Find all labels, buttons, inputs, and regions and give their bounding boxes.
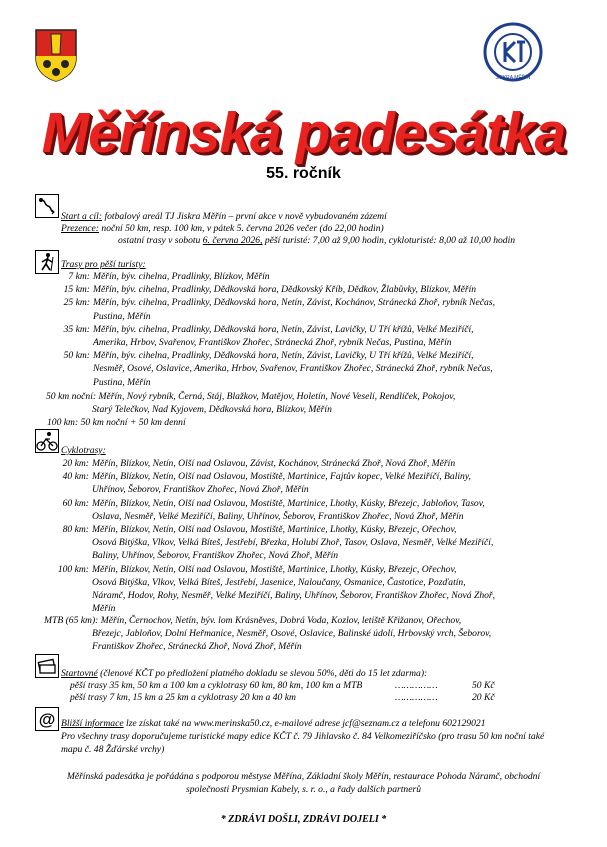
fee-line-2: pěší trasy 7 km, 15 km a 25 km a cyklotrasy 20 km a 40 km bbox=[70, 692, 296, 703]
sponsors-line-2: společnosti Prysmian Kabely, s. r. o., a řady dalších partnerů bbox=[185, 784, 422, 795]
coat-of-arms-logo bbox=[34, 28, 78, 82]
bike-route-text: Uhřínov, Šeborov, Františkov Zhořec, Nová Zhoř, Měřín bbox=[92, 484, 309, 496]
bike-route-text: Měřín, Blízkov, Netín, Olší nad Oslavou, Mostiště, Martinice, Lhotky, Kúsky, Březejc, Ořechov, bbox=[92, 524, 457, 535]
kct-logo-subtext: JISKRA MĚŘÍN bbox=[495, 75, 531, 81]
walk-route-text: Amerika, Hrbov, Svařenov, Františkov Zhořec, Stránecká Zhoř, rybník Nečas, Pustina, Měřín bbox=[93, 337, 452, 348]
bike-route-label: 60 km: bbox=[62, 497, 89, 509]
walk-100-route: 100 km: 50 km noční + 50 km denní bbox=[47, 417, 186, 428]
bike-route-label: 40 km: bbox=[62, 471, 89, 483]
at-sign-icon bbox=[35, 707, 59, 731]
walk-route-text: Měřín, býv. cihelna, Pradlinky, Blízkov, Měřín bbox=[93, 271, 270, 282]
bike-route-text: Měřín, Blízkov, Netín, Olší nad Oslavou, Mostiště, Martinice, Lhotky, Kúsky, Březejc, Ořechov, bbox=[92, 563, 457, 575]
walk-route-text: Měřín, býv. cihelna, Pradlinky, Dědkovská hora, Netín, Závist, Lavičky, U Tří křížů, Velké Meziříčí, bbox=[93, 350, 474, 362]
mtb-route: MTB (65 km): Měřín, Černochov, Netín, býv. lom Krásněves, Dobrá Voda, Kozlov, letiště Křižanov, Ořechov, bbox=[44, 615, 462, 626]
fee-heading: Startovné (členové KČT po předložení platného dokladu se slevou 50%, děti do 15 let zdarma): bbox=[61, 668, 428, 679]
bike-route-label: 80 km: bbox=[62, 524, 89, 535]
bike-route-text: Osová Bitýška, Vlkov, Velká Bíteš, Jestřebí, Jasenice, Naloučany, Osmanice, Častotice, Pozďatín, bbox=[92, 576, 466, 588]
fee-dots-1: …………… bbox=[395, 680, 438, 691]
edition-number: 55. ročník bbox=[266, 165, 341, 182]
page-title: Měřínská padesátka bbox=[41, 101, 566, 165]
fee-dots-2: …………… bbox=[395, 692, 438, 703]
fee-price-2: 20 Kč bbox=[472, 692, 495, 703]
mtb-route-cont1: Březejc, Jabloňov, Dolní Heřmanice, Nesměř, Osové, Oslavice, Balinské údolí, Hrbovský vrch, Šeborov, bbox=[92, 628, 492, 639]
mtb-route-cont2: Františkov Zhořec, Stránecká Zhoř, Nová Zhoř, Měřín bbox=[92, 641, 302, 652]
bike-route-text: Měřín, Blízkov, Netín, Olší nad Oslavou, Mostiště, Martinice, Lhotky, Kúsky, Březejc, Jabloňov, Tasov, bbox=[92, 497, 485, 509]
svg-text:@: @ bbox=[38, 710, 56, 729]
bike-route-text: Měřín, Blízkov, Netín, Olší nad Oslavou, Závist, Kochánov, Stránecká Zhoř, Nová Zhoř, Měřín bbox=[92, 458, 456, 469]
tickets-icon bbox=[35, 654, 59, 678]
walk-route-text: Měřín, býv. cihelna, Pradlinky, Dědkovská hora, Netín, Závist, Kochánov, Stránecká Zhoř, rybník Nečas, bbox=[93, 297, 495, 309]
cyclist-icon bbox=[35, 429, 59, 453]
start-finish-icon bbox=[35, 194, 59, 218]
walk-route-text: Pustina, Měřín bbox=[93, 310, 151, 322]
walk-night-route: 50 km noční: Měřín, Nový rybník, Černá, Stáj, Blažkov, Matějov, Holetín, Nové Veselí, Rendlíček, Pokojov, bbox=[46, 391, 456, 402]
bike-route-text: Náramč, Hodov, Rohy, Nesměř, Velké Meziříčí, Baliny, Uhřínov, Šeborov, Františkov Zhořec, Nová Zhoř, bbox=[92, 590, 496, 601]
kct-club-logo bbox=[483, 22, 543, 82]
bike-route-text: Měřín bbox=[92, 603, 116, 615]
maps-line-1: Pro všechny trasy doporučujeme turistické mapy edice KČT č. 79 Jihlavsko č. 84 Velkomeziříčsko (pro trasu 50 km noční také bbox=[61, 731, 545, 742]
walk-route-text: Měřín, býv. cihelna, Pradlinky, Dědkovská hora, Dědkovský Kříb, Dědkov, Žlabůvky, Blízkov, Měřín bbox=[93, 284, 477, 296]
walk-route-label: 35 km: bbox=[63, 323, 90, 335]
maps-line-2: mapu č. 48 Žďárské vrchy) bbox=[61, 744, 165, 755]
bike-route-label: 20 km: bbox=[62, 458, 89, 469]
bike-route-text: Oslava, Nesměř, Velké Meziříčí, Baliny, Uhřínov, Šeborov, Františkov Zhořec, Nová Zhoř, Měřín bbox=[92, 510, 464, 522]
walk-route-label: 7 km: bbox=[68, 271, 90, 282]
info-line: Bližší informace lze získat také na www.merinska50.cz, e-mailové adrese jcf@seznam.cz a telefonu 602129021 bbox=[61, 718, 486, 729]
walk-route-text: Nesměř, Osové, Oslavice, Amerika, Hrbov, Svařenov, Františkov Zhořec, Stránecká Zhoř, rybník Nečas, bbox=[93, 363, 493, 375]
closing-greeting: * ZDRÁVI DOŠLI, ZDRÁVI DOJELI * bbox=[220, 814, 387, 825]
walk-route-label: 25 km: bbox=[63, 297, 90, 309]
walk-route-label: 50 km: bbox=[63, 350, 90, 362]
bike-route-text: Měřín, Blízkov, Netín, Olší nad Oslavou, Mostiště, Martinice, Fajtův kopec, Velké Meziříčí, Baliny, bbox=[92, 471, 471, 483]
other-routes-line: ostatní trasy v sobotu 6. června 2026, pěší turisté: 7,00 až 9,00 hodin, cykloturisté: 8,00 až 10,00 hodin bbox=[118, 235, 516, 246]
walk-route-text: Pustina, Měřín bbox=[93, 376, 151, 388]
sponsors-line-1: Měřínská padesátka je pořádána s podporou městyse Měřína, Základní školy Měřín, restaurace Pohoda Náramč, obchodní bbox=[66, 771, 541, 782]
walk-route-text: Měřín, býv. cihelna, Pradlinky, Dědkovská hora, Netín, Závist, Lavičky, U Tří křížů, Velké Meziříčí, bbox=[93, 323, 474, 335]
fee-line-1: pěší trasy 35 km, 50 km a 100 km a cyklotrasy 60 km, 80 km, 100 km a MTB bbox=[70, 680, 363, 691]
bike-heading: Cyklotrasy: bbox=[61, 445, 106, 456]
presence-line: Prezence: noční 50 km, resp. 100 km, v pátek 5. června 2026 večer (do 22,00 hodin) bbox=[61, 223, 384, 234]
bike-route-label: 100 km: bbox=[57, 563, 89, 575]
bike-route-text: Osová Bitýška, Vlkov, Velká Bíteš, Jestřebí, Březka, Holubí Zhoř, Tasov, Oslava, Nesměř, Velké Meziříčí, bbox=[92, 537, 494, 549]
start-line: Start a cíl: fotbalový areál TJ Jiskra Měřín – první akce v nově vybudovaném zázemí bbox=[61, 211, 387, 222]
walk-heading: Trasy pro pěší turisty: bbox=[61, 259, 146, 270]
walk-route-label: 15 km: bbox=[63, 284, 90, 296]
walk-night-route-cont: Starý Telečkov, Nad Kyjovem, Dědkovská hora, Blízkov, Měřín bbox=[92, 404, 332, 415]
fee-price-1: 50 Kč bbox=[472, 680, 495, 691]
bike-route-text: Baliny, Uhřínov, Šeborov, Františkov Zhořec, Nová Zhoř, Měřín bbox=[92, 550, 339, 562]
